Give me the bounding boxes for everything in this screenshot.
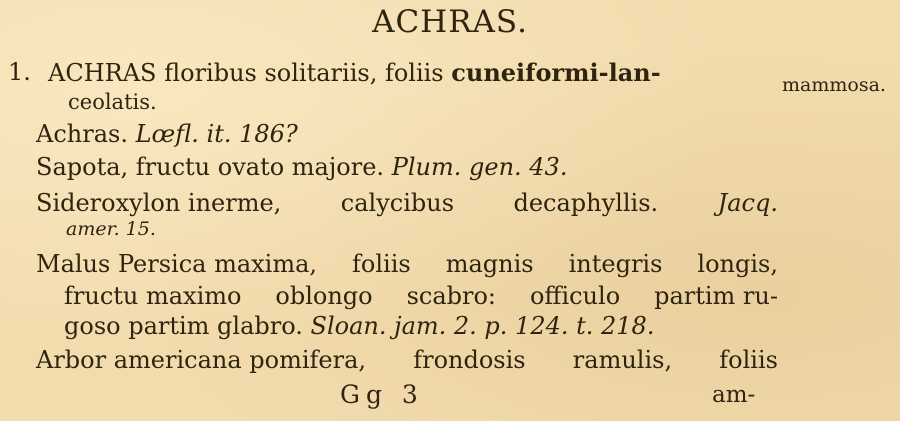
genus-name: ACHRAS [48,59,157,87]
synonym-text: Sapota, fructu ovato majore. [36,153,385,181]
synonym-text: officulo [529,282,621,310]
synonym-text: fructu maximo [64,282,242,310]
synonym-text: integris [568,250,663,278]
synonym-jacquin [36,189,778,217]
synonym-arbor [36,346,778,374]
synonym-text: frondosis [413,346,526,374]
synonym-text: magnis [445,250,534,278]
synonym-text: Achras. [36,120,128,148]
synonym-text: ramulis, [572,346,673,374]
synonym-sloane-line-3 [64,312,654,340]
species-margin-name: mammosa. [782,74,886,96]
synonym-sloane-line-2 [64,282,778,310]
synonym-sloane-line-1 [36,250,778,278]
synonym-text: scabro: [406,282,496,310]
synonym-text: oblongo [275,282,373,310]
synonym-text: foliis [719,346,778,374]
synonym-loefling [36,120,298,148]
entry-number: 1. [8,58,31,86]
synonym-reference: Sloan. jam. 2. p. 124. t. 218. [310,312,655,340]
synonym-text: Arbor americana pomifera, [36,346,367,374]
synonym-text: foliis [352,250,411,278]
synonym-reference-continued: amer. 15. [66,218,156,240]
diagnosis-bold: cuneiformi-lan- [451,58,661,87]
page-heading: ACHRAS. [372,4,528,40]
synonym-text: longis, [697,250,778,278]
synonym-text: Sideroxylon inerme, [36,189,282,217]
synonym-text: goso partim glabro. [64,312,303,340]
entry-diagnosis-line-1 [48,58,661,87]
synonym-text: partim ru- [654,282,778,310]
synonym-reference: Plum. gen. 43. [391,153,568,181]
diagnosis-text: floribus solitariis, foliis [164,59,444,87]
synonym-plumier [36,153,567,181]
signature-mark: Gg 3 [340,380,424,409]
synonym-reference: Lœfl. it. 186? [135,120,298,148]
synonym-text: Malus Persica maxima, [36,250,318,278]
entry-diagnosis-line-2: ceolatis. [68,90,157,114]
synonym-reference: Jacq. [717,189,778,217]
synonym-text: calycibus [340,189,455,217]
synonym-text: decaphyllis. [513,189,659,217]
catchword: am- [712,382,756,408]
